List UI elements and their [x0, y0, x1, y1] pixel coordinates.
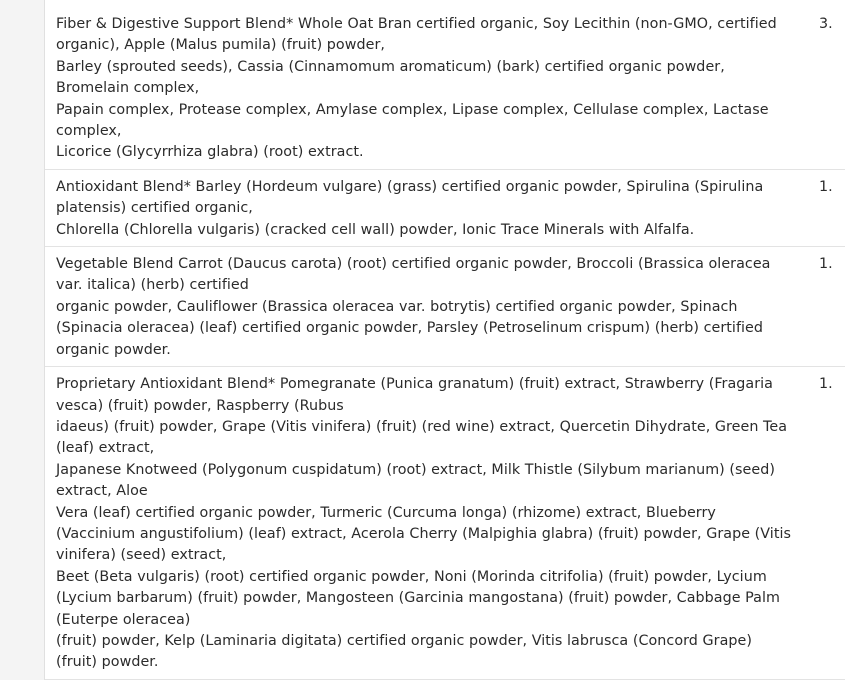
ingredient-amount: 1. [819, 178, 833, 195]
table-row [45, 247, 845, 367]
table-row [45, 0, 845, 170]
ingredient-description [56, 177, 796, 241]
ingredient-amount: 1. [819, 376, 833, 393]
description-line: Proprietary Antioxidant Blend* Pomegranate (Punica granatum) (fruit) extract, Strawberry (Fragaria vesca) (fruit) powder, Raspberry (Rubus [56, 376, 773, 414]
ingredient-description [56, 14, 796, 164]
description-line: Fiber & Digestive Support Blend* Whole Oat Bran certified organic, Soy Lecithin (non-GMO, certified organic), Apple (Malus pumila) (fruit) powder, [56, 16, 777, 54]
table-row [45, 170, 845, 247]
table-row [45, 367, 845, 680]
description-line: Beet (Beta vulgaris) (root) certified organic powder, Noni (Morinda citrifolia) (fruit) powder, Lycium (Lycium barbarum) (fruit) powder, Mangosteen (Garcinia mangostana) (fruit) powder, Cabbage Palm (Euterpe oleracea) [56, 568, 780, 628]
description-line: organic powder, Cauliflower (Brassica oleracea var. botrytis) certified organic powder, Spinach (Spinacia oleracea) (leaf) certified organic powder, Parsley (Petroselinum crispum) (herb) certified organic powder. [56, 298, 764, 358]
ingredients-table [44, 0, 845, 680]
description-line: Licorice (Glycyrrhiza glabra) (root) extract. [56, 144, 364, 161]
description-line: Vegetable Blend Carrot (Daucus carota) (root) certified organic powder, Broccoli (Brassica oleracea var. italica) (herb) certified [56, 256, 771, 294]
ingredient-description [56, 374, 796, 674]
ingredient-description [56, 254, 796, 361]
description-line: Papain complex, Protease complex, Amylase complex, Lipase complex, Cellulase complex, Lactase complex, [56, 101, 769, 140]
description-line: idaeus) (fruit) powder, Grape (Vitis vinifera) (fruit) (red wine) extract, Quercetin Dihydrate, Green Tea (leaf) extract, [56, 418, 788, 457]
description-line: Japanese Knotweed (Polygonum cuspidatum) (root) extract, Milk Thistle (Silybum marianum) (seed) extract, Aloe [56, 461, 775, 500]
ingredient-amount: 1. [819, 256, 833, 273]
description-line: Vera (leaf) certified organic powder, Turmeric (Curcuma longa) (rhizome) extract, Blueberry (Vaccinium angustifolium) (leaf) extract, Acerola Cherry (Malpighia glabra) (fruit) powder, Grape (Vitis vinifera) (seed) extract, [56, 504, 792, 564]
description-line: (fruit) powder, Kelp (Laminaria digitata) certified organic powder, Vitis labrusca (Concord Grape) (fruit) powder. [56, 632, 752, 671]
ingredient-amount: 3. [819, 16, 833, 32]
description-line: Barley (sprouted seeds), Cassia (Cinnamomum aromaticum) (bark) certified organic powder, Bromelain complex, [56, 58, 725, 97]
description-line: Chlorella (Chlorella vulgaris) (cracked cell wall) powder, Ionic Trace Minerals with Alfalfa. [56, 221, 695, 238]
description-line: Antioxidant Blend* Barley (Hordeum vulgare) (grass) certified organic powder, Spirulina (Spirulina platensis) certified organic, [56, 178, 764, 217]
